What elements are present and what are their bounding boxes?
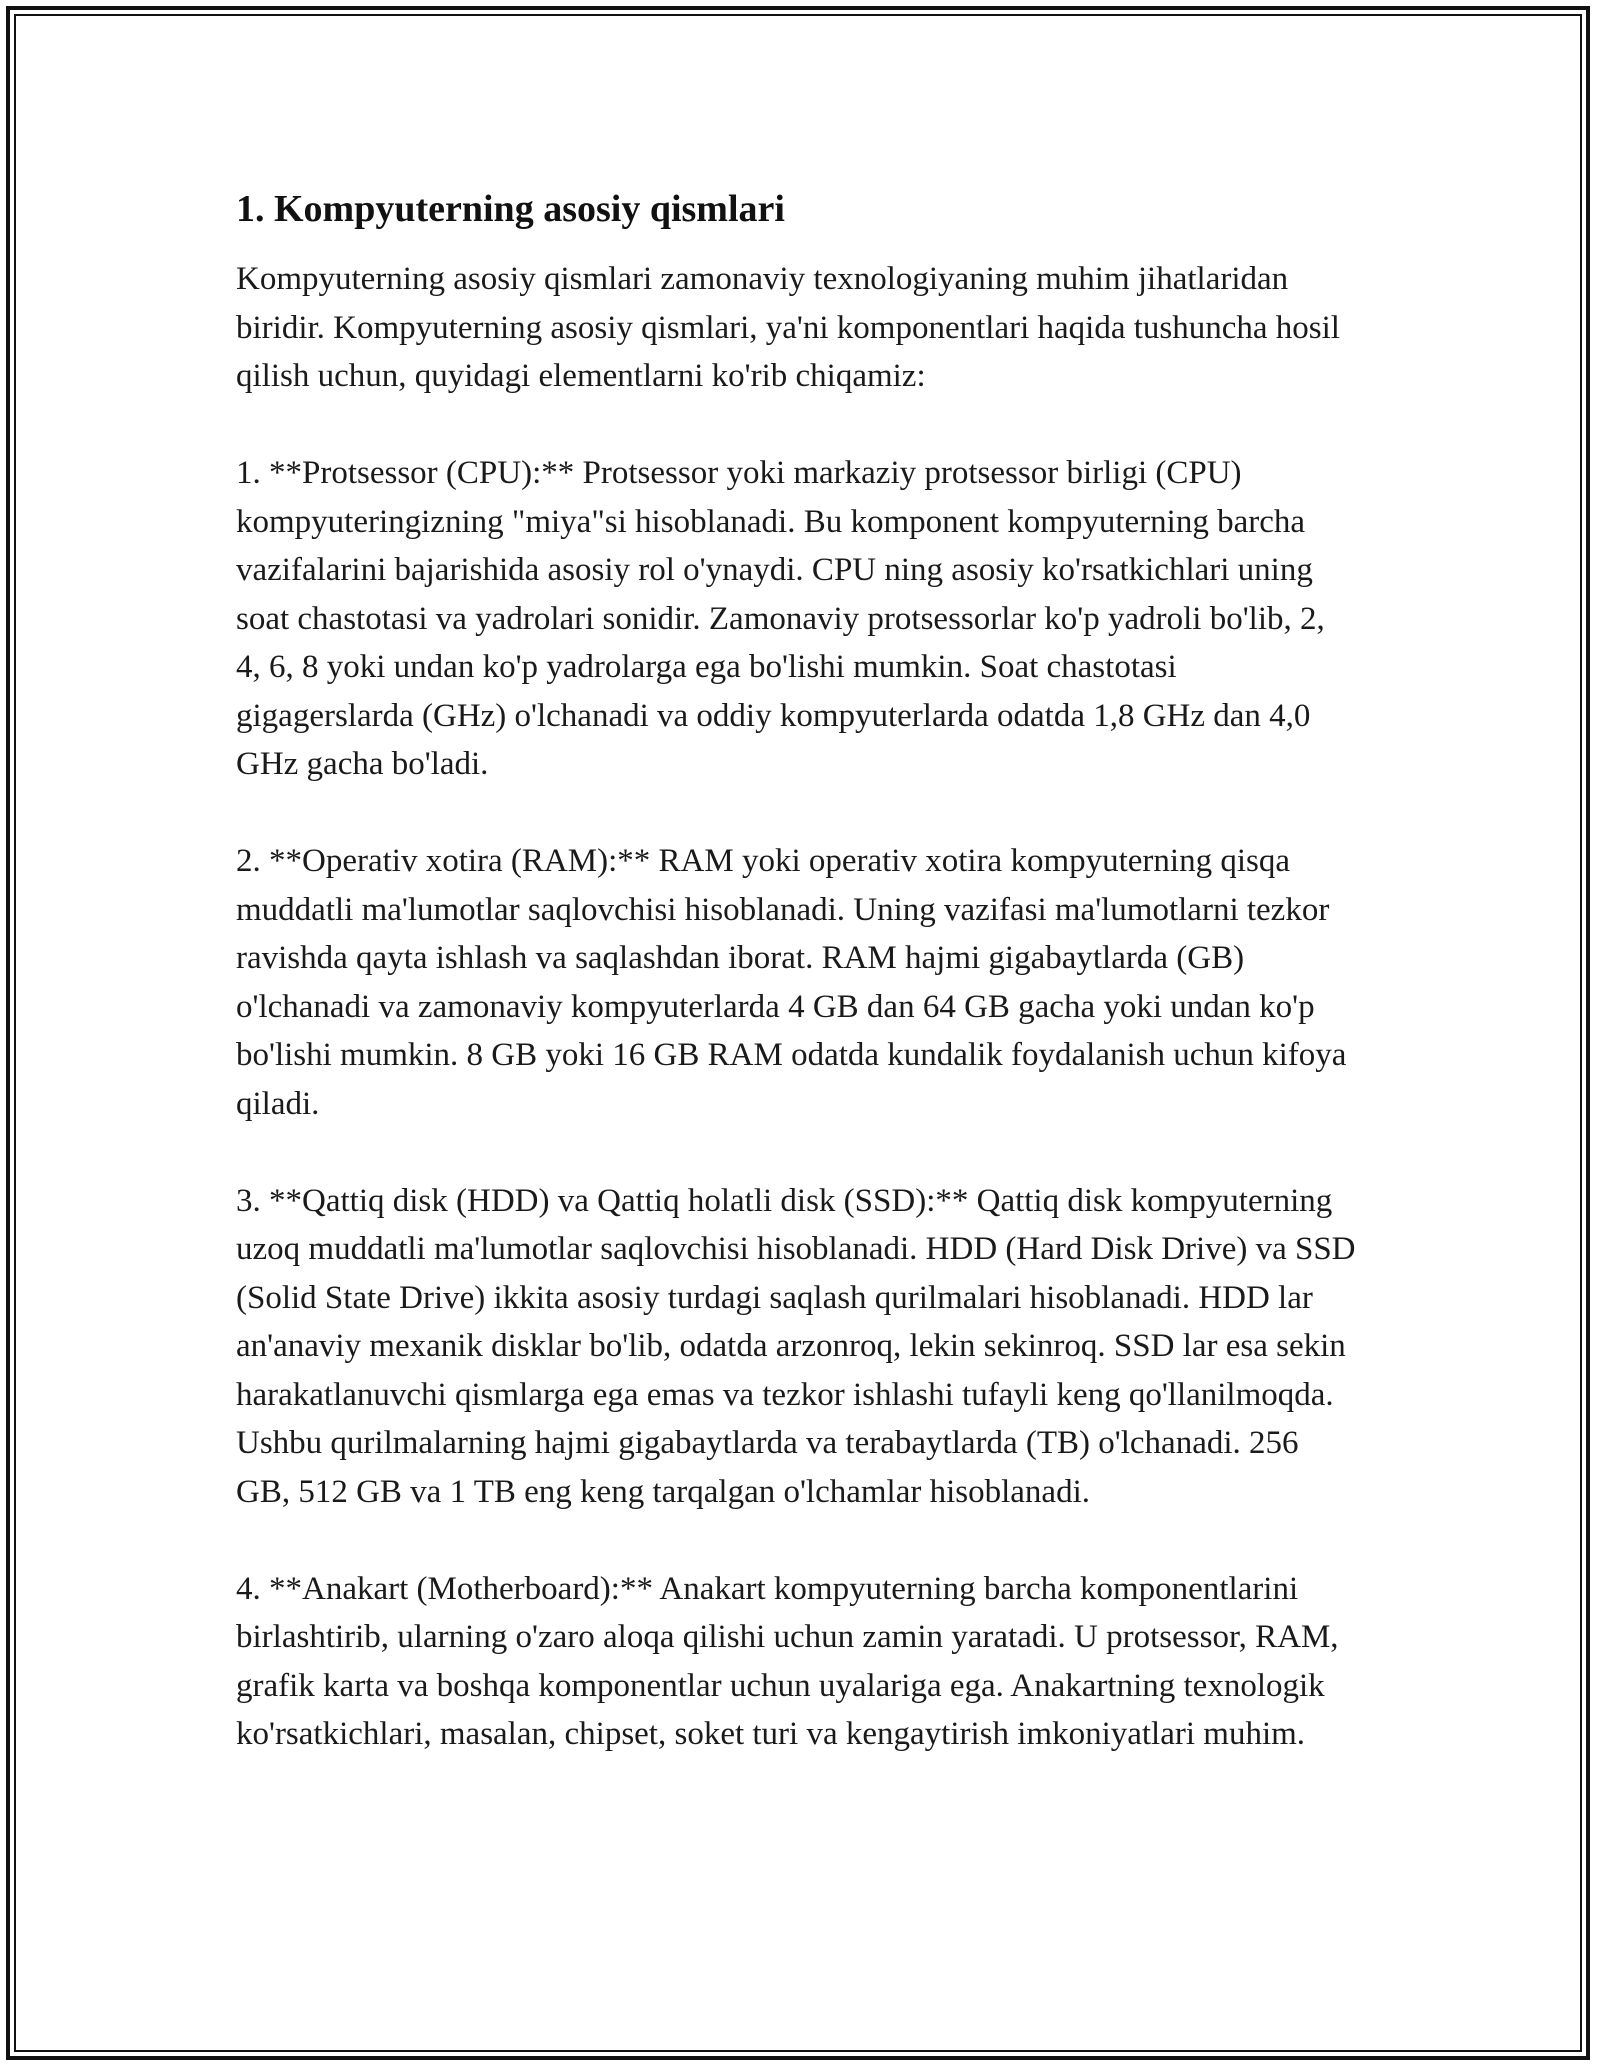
document-body <box>236 185 1356 1807</box>
item-storage-paragraph: 3. **Qattiq disk (HDD) va Qattiq holatli disk (SSD):** Qattiq disk kompyuterning uzoq muddatli ma'lumotlar saqlovchisi hisoblanadi. HDD (Hard Disk Drive) va SSD (Solid State Drive) ikkita asosiy turdagi saqlash qurilmalari hisoblanadi. HDD lar an'anaviy mexanik disklar bo'lib, odatda arzonroq, lekin sekinroq. SSD lar esa sekin harakatlanuvchi qismlarga ega emas va tezkor ishlashi tufayli keng qo'llanilmoqda. Ushbu qurilmalarning hajmi gigabaytlarda va terabaytlarda (TB) o'lchanadi. 256 GB, 512 GB va 1 TB eng keng tarqalgan o'lchamlar hisoblanadi. <box>236 1182 1356 1510</box>
item-motherboard-paragraph: 4. **Anakart (Motherboard):** Anakart kompyuterning barcha komponentlarini birlashtirib, ularning o'zaro aloqa qilishi uchun zamin yaratadi. U protsessor, RAM, grafik karta va boshqa komponentlar uchun uyalariga ega. Anakartning texnologik ko'rsatkichlari, masalan, chipset, soket turi va kengaytirish imkoniyatlari muhim. <box>236 1570 1339 1752</box>
section-heading: 1. Kompyuterning asosiy qismlari <box>236 188 785 230</box>
item-ram-paragraph: 2. **Operativ xotira (RAM):** RAM yoki operativ xotira kompyuterning qisqa muddatli ma'lumotlar saqlovchisi hisoblanadi. Uning vazifasi ma'lumotlarni tezkor ravishda qayta ishlash va saqlashdan iborat. RAM hajmi gigabaytlarda (GB) o'lchanadi va zamonaviy kompyuterlarda 4 GB dan 64 GB gacha yoki undan ko'p bo'lishi mumkin. 8 GB yoki 16 GB RAM odatda kundalik foydalanish uchun kifoya qiladi. <box>236 843 1347 1122</box>
item-cpu-paragraph: 1. **Protsessor (CPU):** Protsessor yoki markaziy protsessor birligi (CPU) kompyuteringizning "miya"si hisoblanadi. Bu komponent kompyuterning barcha vazifalarini bajarishida asosiy rol o'ynaydi. CPU ning asosiy ko'rsatkichlari uning soat chastotasi va yadrolari sonidir. Zamonaviy protsessorlar ko'p yadroli bo'lib, 2, 4, 6, 8 yoki undan ko'p yadrolarga ega bo'lishi mumkin. Soat chastotasi gigagerslarda (GHz) o'lchanadi va oddiy kompyuterlarda odatda 1,8 GHz dan 4,0 GHz gacha bo'ladi. <box>236 455 1325 782</box>
intro-paragraph: Kompyuterning asosiy qismlari zamonaviy texnologiyaning muhim jihatlaridan biridir. Kompyuterning asosiy qismlari, ya'ni komponentlari haqida tushuncha hosil qilish uchun, quyidagi elementlarni ko'rib chiqamiz: <box>236 261 1340 394</box>
